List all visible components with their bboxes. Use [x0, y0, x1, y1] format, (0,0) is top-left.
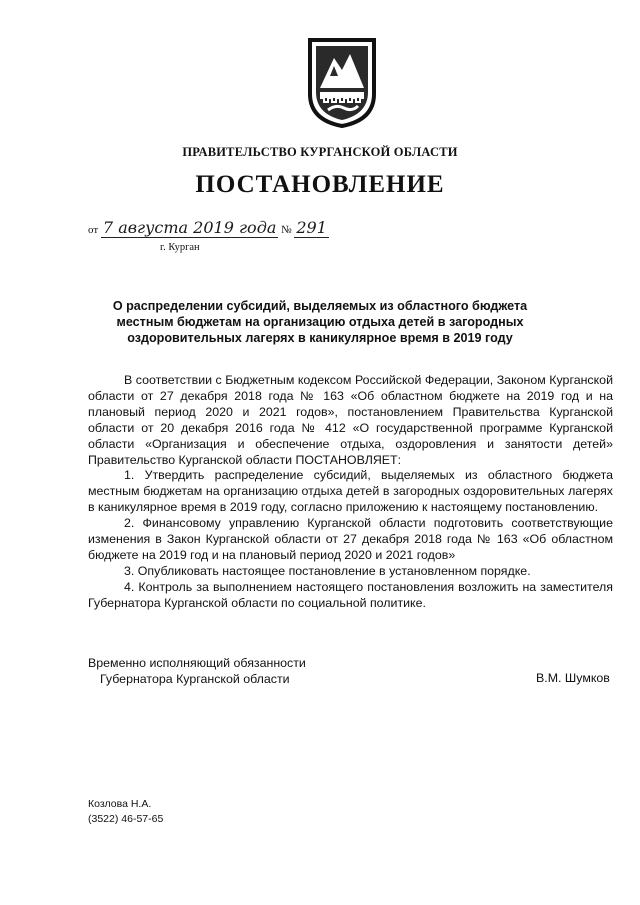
- position-line-1: Временно исполняющий обязанности: [88, 656, 306, 670]
- footer: [88, 797, 163, 827]
- position-line-2: Губернатора Курганской области: [100, 672, 290, 686]
- city: г. Курган: [160, 242, 200, 253]
- document-type: ПОСТАНОВЛЕНИЕ: [195, 171, 445, 198]
- coat-of-arms-icon: [306, 36, 378, 130]
- number-sign: №: [281, 224, 292, 236]
- decree-body: [88, 373, 613, 612]
- decree-date-row: [88, 218, 329, 238]
- decree-title: О распределении субсидий, выделяемых из областного бюджета местным бюджетам на организацию отдыха детей в загородных оздоровительных лагерях в каникулярное время в 2019 году: [112, 299, 528, 345]
- clause-3: 3. Опубликовать настоящее постановление в установленном порядке.: [124, 563, 531, 578]
- clause-1: 1. Утвердить распределение субсидий, выделяемых из областного бюджета местным бюджетам на организацию отдыха детей в загородных оздоровительных лагерях в каникулярное время в 2019 году, согласно приложению к настоящему постановлению.: [88, 468, 613, 515]
- preamble-paragraph: В соответствии с Бюджетным кодексом Российской Федерации, Законом Курганской области от 27 декабря 2018 года № 163 «Об областном бюджете на 2019 год и на плановый период 2020 и 2021 годов», постановлением Правительства Курганской области от 20 декабря 2016 года № 412 «О государственной программе Курганской области «Организация и обеспечение отдыха, оздоровления и занятости детей» Правительство Курганской области ПОСТАНОВЛЯЕТ:: [88, 373, 613, 467]
- decree-number: 291: [296, 218, 327, 237]
- clause-2: 2. Финансовому управлению Курганской области подготовить соответствующие изменения в Закон Курганской области от 27 декабря 2018 года № 163 «Об областном бюджете на 2019 год и на плановый период 2020 и 2021 годов»: [88, 516, 613, 562]
- signatory-position: [88, 655, 306, 687]
- author-name: Козлова Н.А.: [88, 798, 152, 810]
- date-prefix: от: [88, 224, 99, 236]
- government-name: ПРАВИТЕЛЬСТВО КУРГАНСКОЙ ОБЛАСТИ: [182, 145, 458, 159]
- clause-4: 4. Контроль за выполнением настоящего постановления возложить на заместителя Губернатора Курганской области по социальной политике.: [88, 579, 613, 610]
- decree-date: 7 августа 2019 года: [102, 218, 277, 237]
- author-phone: (3522) 46-57-65: [88, 813, 164, 825]
- signatory-name: В.М. Шумков: [536, 671, 610, 685]
